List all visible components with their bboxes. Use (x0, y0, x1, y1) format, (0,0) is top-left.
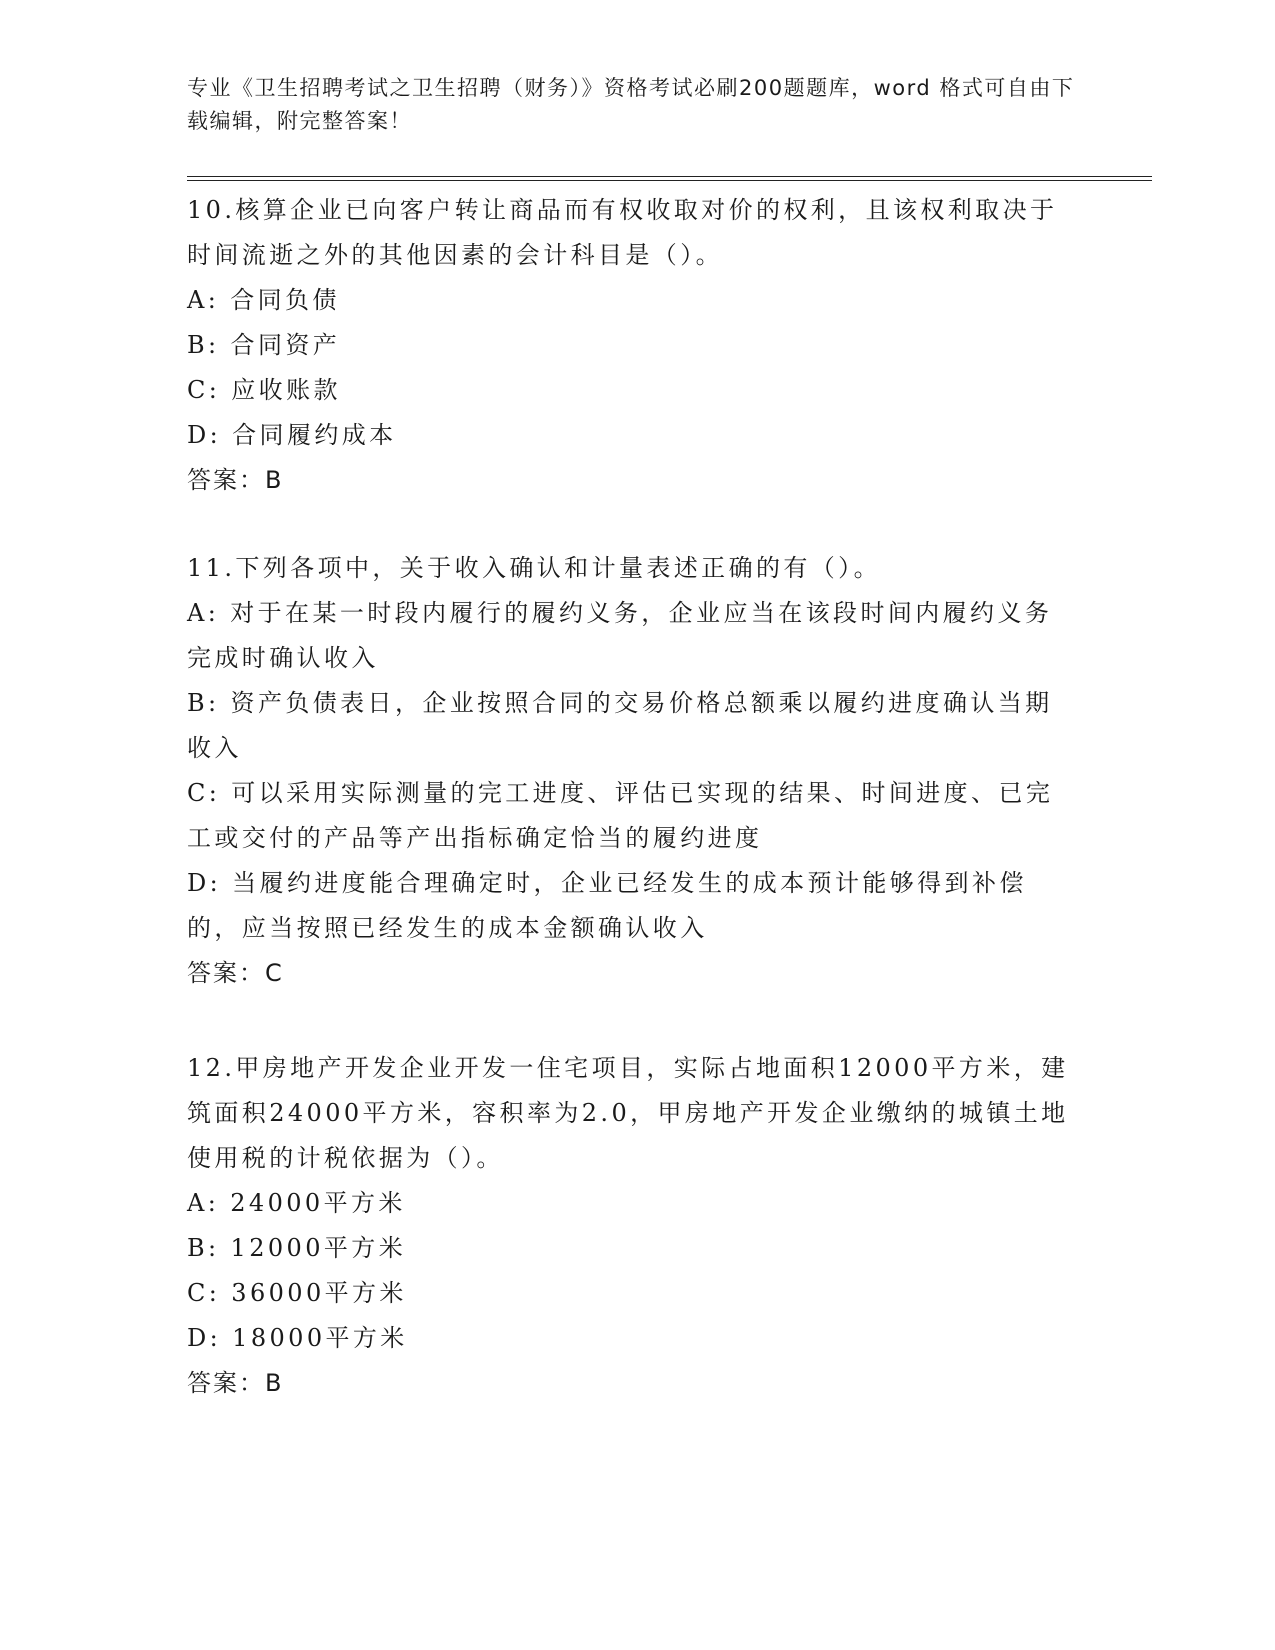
question-12 (187, 1046, 1077, 1406)
question-10 (187, 188, 1077, 503)
answer-line: 答案：C (187, 959, 284, 987)
document-header (187, 72, 1087, 138)
option-c: C: 可以采用实际测量的完工进度、评估已实现的结果、时间进度、已完工或交付的产品等产出指标确定恰当的履约进度 (187, 779, 1054, 852)
option-a: A: 对于在某一时段内履行的履约义务，企业应当在该段时间内履约义务完成时确认收入 (187, 599, 1053, 672)
option-c: C: 36000平方米 (187, 1279, 407, 1307)
option-d: D: 合同履约成本 (187, 421, 397, 449)
option-b: B: 合同资产 (187, 331, 341, 359)
question-stem: 10.核算企业已向客户转让商品而有权收取对价的权利，且该权利取决于时间流逝之外的其他因素的会计科目是（）。 (187, 196, 1058, 269)
answer-line: 答案：B (187, 1369, 284, 1397)
answer-line: 答案：B (187, 466, 284, 494)
option-c: C: 应收账款 (187, 376, 341, 404)
option-d: D: 当履约进度能合理确定时，企业已经发生的成本预计能够得到补偿的，应当按照已经发生的成本金额确认收入 (187, 869, 1027, 942)
header-divider (187, 176, 1152, 181)
question-stem: 11.下列各项中，关于收入确认和计量表述正确的有（）。 (187, 554, 881, 582)
option-a: A: 24000平方米 (187, 1189, 406, 1217)
header-intro-text: 专业《卫生招聘考试之卫生招聘（财务）》资格考试必刷200题题库，word 格式可自由下载编辑，附完整答案！ (187, 76, 1075, 133)
question-stem: 12.甲房地产开发企业开发一住宅项目，实际占地面积12000平方米，建筑面积24000平方米，容积率为2.0，甲房地产开发企业缴纳的城镇土地使用税的计税依据为（）。 (187, 1054, 1069, 1172)
option-d: D: 18000平方米 (187, 1324, 408, 1352)
option-b: B: 资产负债表日，企业按照合同的交易价格总额乘以履约进度确认当期收入 (187, 689, 1053, 762)
option-a: A: 合同负债 (187, 286, 340, 314)
option-b: B: 12000平方米 (187, 1234, 407, 1262)
question-11 (187, 546, 1077, 996)
